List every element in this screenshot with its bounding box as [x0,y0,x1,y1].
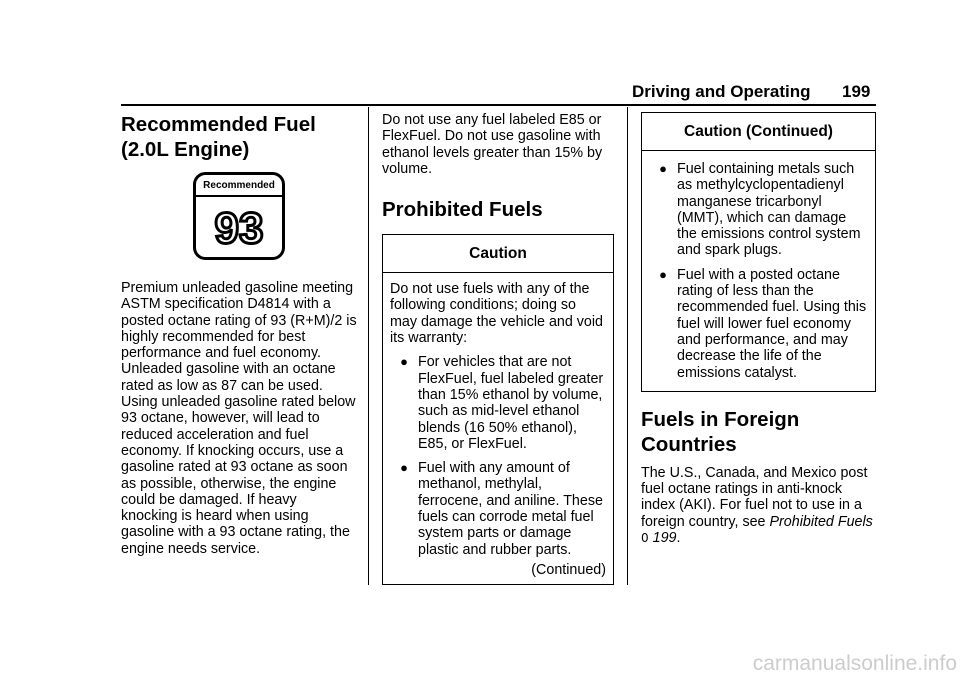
badge-number: 93 [214,204,264,253]
octane-93-badge [193,172,285,265]
octane-badge-graphic [193,172,285,260]
caution-title: Caution [383,235,613,273]
column-3 [641,112,876,546]
watermark: carmanualsonline.info [752,652,957,675]
caution-bullet [390,354,606,452]
bullet-icon: ● [400,460,408,476]
badge-label: Recommended [203,180,275,191]
foreign-fuels-heading: Fuels in Foreign Countries [641,407,800,456]
caution-bullet-text: Fuel containing metals such as methylcyclopentadienyl manganese tricarbonyl (MMT), which can damage the emissions control system and spark plugs. [677,161,861,259]
body-suffix: . [676,530,681,547]
caution-body [383,273,613,584]
column-divider-1 [368,107,369,585]
bullet-icon: ● [659,266,667,282]
recommended-fuel-heading: Recommended Fuel (2.0L Engine) [121,113,316,161]
page-number: 199 [842,82,871,101]
page-ref-icon: 0 [641,531,649,546]
caution-continued-box [641,112,876,392]
caution-bullet-text: Fuel with a posted octane rating of less than the recommended fuel. Using this fuel will lower fuel economy and performance, and may decrease the life of the emissions catalyst. [677,266,867,381]
header-rule [121,104,876,106]
foreign-fuels-body [641,465,876,546]
bullet-icon: ● [400,354,408,370]
recommended-fuel-body: Premium unleaded gasoline meeting ASTM specification D4814 with a posted octane rating of 93 (R+M)/2 is highly recommended for best performance and fuel economy. Unleaded gasoline with an octane rated as low as 87 can be used. Using unleaded gasoline rated below 93 octane, however, will lead to reduced acceleration and fuel economy. If knocking occurs, use a gasoline rated at 93 octane as soon as possible, otherwise, the engine could be damaged. If heavy knocking is heard when using gasoline with a 93 octane rating, the engine needs service. [121,280,357,557]
caution-continued-body [642,151,875,391]
caution-bullet [649,161,868,259]
bullet-icon: ● [659,161,667,176]
caution-bullet [649,267,868,381]
foreign-fuels-text: The U.S., Canada, and Mexico post fuel octane ratings in anti-knock index (AKI). For fuel not to use in a foreign country, see [641,464,868,530]
running-header-section: Driving and Operating [632,82,811,101]
column-2 [382,112,614,585]
caution-bullet-text: For vehicles that are not FlexFuel, fuel labeled greater than 15% ethanol by volume, such as mid-level ethanol blends (16 50% ethanol), E85, or FlexFuel. [418,354,604,452]
caution-text: Do not use fuels with any of the following conditions; doing so may damage the vehicle and void its warranty: [390,281,603,347]
caution-box [382,234,614,585]
e85-warning-text: Do not use any fuel labeled E85 or FlexFuel. Do not use gasoline with ethanol levels greater than 15% by volume. [382,112,603,177]
continued-label: (Continued) [531,561,606,578]
column-divider-2 [627,107,628,585]
caution-bullet-text: Fuel with any amount of methanol, methylal, ferrocene, and aniline. These fuels can corrode metal fuel system parts or damage plastic and rubber parts. [418,460,603,558]
caution-continued-title: Caution (Continued) [642,113,875,151]
link-text[interactable]: Prohibited Fuels [769,513,873,530]
caution-bullet [390,460,606,558]
prohibited-fuels-heading: Prohibited Fuels [382,198,543,222]
link-page[interactable]: 199 [652,530,677,547]
